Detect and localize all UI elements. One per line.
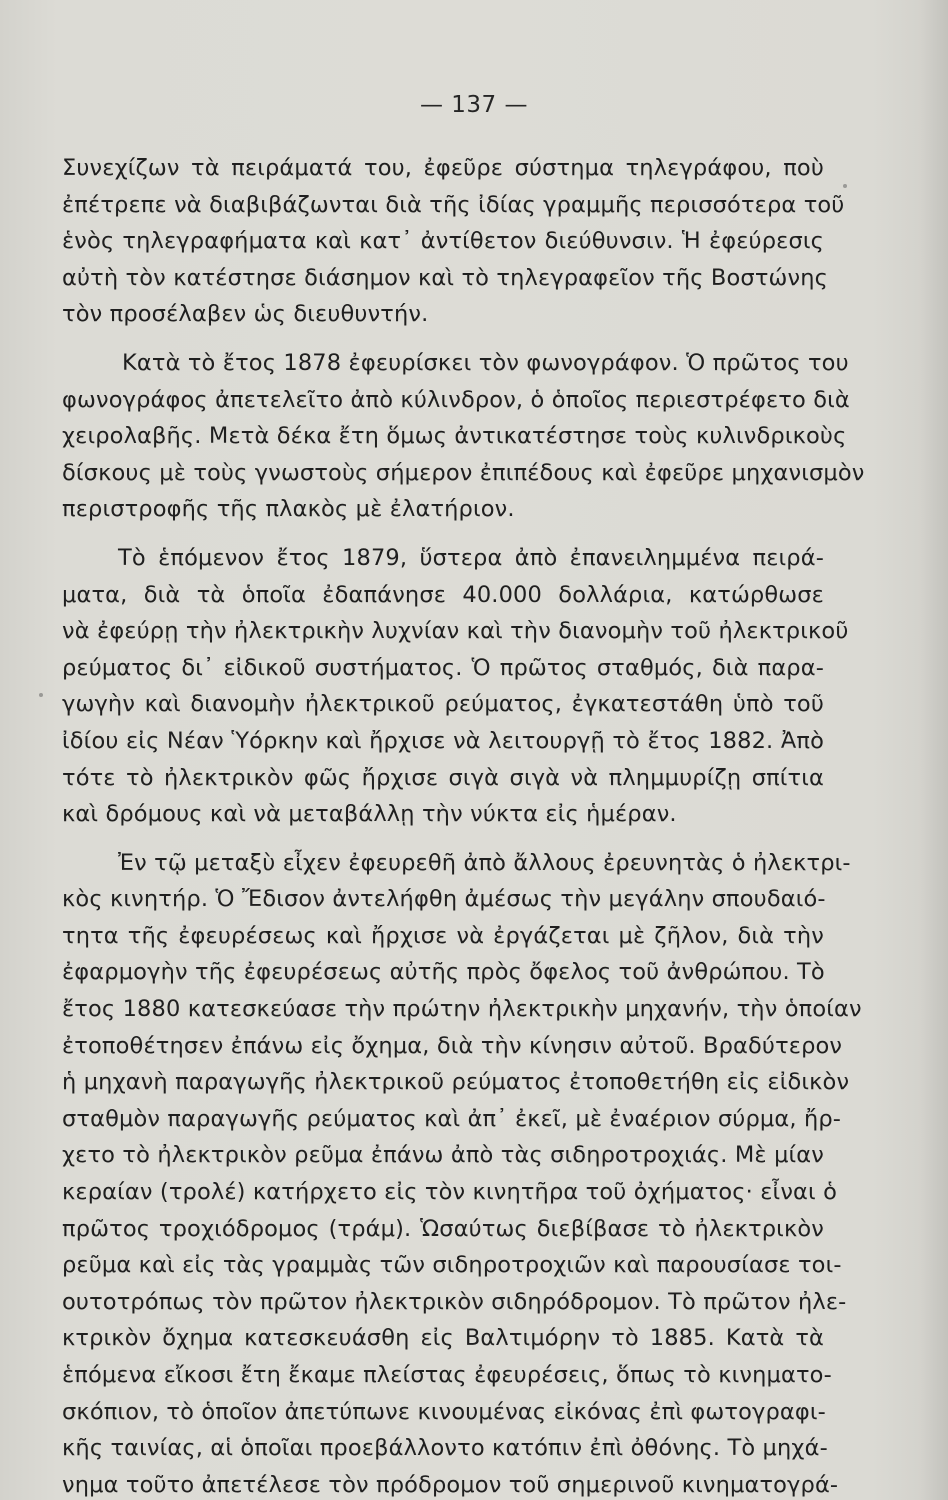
text-line: περιστροφῆς τῆς πλακὸς μὲ ἐλατήριον.	[62, 496, 515, 523]
text-line: τότε τὸ ἠλεκτρικὸν φῶς ἤρχισε σιγὰ σιγὰ νὰ πλημμυρίζῃ σπίτια	[62, 764, 824, 791]
text-line: κὸς κινητήρ. Ὁ Ἔδισον ἀντελήφθη ἀμέσως τὴν μεγάλην σπουδαιό-	[62, 886, 826, 913]
scan-speck	[39, 693, 43, 697]
text-line: χειρολαβῆς. Μετὰ δέκα ἔτη ὅμως ἀντικατέστησε τοὺς κυλινδρικοὺς	[62, 423, 847, 450]
text-line: γωγὴν καὶ διανομὴν ἠλεκτρικοῦ ρεύματος, ἐγκατεστάθη ὑπὸ τοῦ	[62, 691, 824, 718]
text-line: ἑνὸς τηλεγραφήματα καὶ κατ᾽ ἀντίθετον διεύθυνσιν. Ἡ ἐφεύρεσις	[62, 228, 824, 255]
text-line: κῆς ταινίας, αἱ ὁποῖαι προεβάλλοντο κατόπιν ἐπὶ ὀθόνης. Τὸ μηχά-	[62, 1435, 828, 1462]
text-line: χετο τὸ ἠλεκτρικὸν ρεῦμα ἐπάνω ἀπὸ τὰς σιδηροτροχιάς. Μὲ μίαν	[62, 1142, 824, 1169]
text-line: ἰδίου εἰς Νέαν Ὑόρκην καὶ ἤρχισε νὰ λειτουργῇ τὸ ἔτος 1882. Ἀπὸ	[62, 727, 824, 754]
text-line: φωνογράφος ἀπετελεῖτο ἀπὸ κύλινδρον, ὁ ὁποῖος περιεστρέφετο διὰ	[62, 386, 850, 413]
text-line: νὰ ἐφεύρῃ τὴν ἠλεκτρικὴν λυχνίαν καὶ τὴν διανομὴν τοῦ ἠλεκτρικοῦ	[62, 618, 849, 645]
text-line: ουτοτρόπως τὸν πρῶτον ἠλεκτρικὸν σιδηρόδρομον. Τὸ πρῶτον ἠλε-	[62, 1288, 847, 1315]
text-line: σταθμὸν παραγωγῆς ρεύματος καὶ ἀπ᾽ ἐκεῖ, μὲ ἐναέριον σύρμα, ἤρ-	[62, 1105, 842, 1132]
text-line: ρεύματος δι᾽ εἰδικοῦ συστήματος. Ὁ πρῶτος σταθμός, διὰ παρα-	[62, 654, 824, 681]
text-line: ματα, διὰ τὰ ὁποῖα ἐδαπάνησε 40.000 δολλάρια, κατώρθωσε	[62, 581, 824, 608]
text-line: ἐφαρμογὴν τῆς ἐφευρέσεως αὐτῆς πρὸς ὄφελος τοῦ ἀνθρώπου. Τὸ	[62, 959, 825, 986]
text-line: σκόπιον, τὸ ὁποῖον ἀπετύπωνε κινουμένας εἰκόνας ἐπὶ φωτογραφι-	[62, 1398, 826, 1425]
text-line: κτρικὸν ὄχημα κατεσκευάσθη εἰς Βαλτιμόρην τὸ 1885. Κατὰ τὰ	[62, 1325, 824, 1352]
text-line: Τὸ ἑπόμενον ἔτος 1879, ὕστερα ἀπὸ ἐπανειλημμένα πειρά-	[118, 544, 824, 571]
text-line: δίσκους μὲ τοὺς γνωστοὺς σήμερον ἐπιπέδους καὶ ἐφεῦρε μηχανισμὸν	[62, 459, 865, 486]
body-text	[62, 150, 865, 1500]
text-line: ρεῦμα καὶ εἰς τὰς γραμμὰς τῶν σιδηροτροχιῶν καὶ παρουσίασε τοι-	[62, 1252, 842, 1279]
scan-speck	[843, 184, 847, 188]
text-line: Συνεχίζων τὰ πειράματά του, ἐφεῦρε σύστημα τηλεγράφου, ποὺ	[62, 155, 824, 181]
text-line: νημα τοῦτο ἀπετέλεσε τὸν πρόδρομον τοῦ σημερινοῦ κινηματογρά-	[62, 1471, 839, 1498]
text-line: Κατὰ τὸ ἔτος 1878 ἐφευρίσκει τὸν φωνογράφον. Ὁ πρῶτος του	[122, 349, 849, 376]
text-line: κεραίαν (τρολέ) κατήρχετο εἰς τὸν κινητῆρα τοῦ ὀχήματος· εἶναι ὁ	[62, 1179, 838, 1206]
text-line: ἡ μηχανὴ παραγωγῆς ἠλεκτρικοῦ ρεύματος ἐτοποθετήθη εἰς εἰδικὸν	[62, 1069, 850, 1096]
paragraph	[62, 150, 845, 333]
text-line: Ἐν τῷ μεταξὺ εἶχεν ἐφευρεθῆ ἀπὸ ἄλλους ἐρευνητὰς ὁ ἠλεκτρι-	[118, 849, 851, 876]
text-line: ἐτοποθέτησεν ἐπάνω εἰς ὄχημα, διὰ τὴν κίνησιν αὐτοῦ. Βραδύτερον	[62, 1032, 843, 1059]
page-number: — 137 —	[419, 92, 529, 118]
text-line: αὐτὴ τὸν κατέστησε διάσημον καὶ τὸ τηλεγραφεῖον τῆς Βοστώνης	[62, 264, 829, 291]
text-line: τητα τῆς ἐφευρέσεως καὶ ἤρχισε νὰ ἐργάζεται μὲ ζῆλον, διὰ τὴν	[62, 922, 824, 949]
text-line: πρῶτος τροχιόδρομος (τράμ). Ὡσαύτως διεβίβασε τὸ ἠλεκτρικὸν	[62, 1215, 824, 1242]
text-line: ἔτος 1880 κατεσκεύασε τὴν πρώτην ἠλεκτρικὴν μηχανήν, τὴν ὁποίαν	[62, 996, 862, 1023]
text-line: καὶ δρόμους καὶ νὰ μεταβάλλῃ τὴν νύκτα εἰς ἡμέραν.	[62, 801, 677, 828]
paragraph	[62, 540, 849, 833]
text-line: ἐπέτρεπε νὰ διαβιβάζωνται διὰ τῆς ἰδίας γραμμῆς περισσότερα τοῦ	[62, 191, 845, 218]
text-line: ἑπόμενα εἴκοσι ἔτη ἔκαμε πλείστας ἐφευρέσεις, ὅπως τὸ κινηματο-	[62, 1362, 832, 1388]
page-edge-shadow	[920, 0, 948, 1500]
paragraph	[62, 845, 862, 1500]
paragraph	[62, 345, 865, 528]
text-line: τὸν προσέλαβεν ὡς διευθυντήν.	[62, 301, 429, 328]
